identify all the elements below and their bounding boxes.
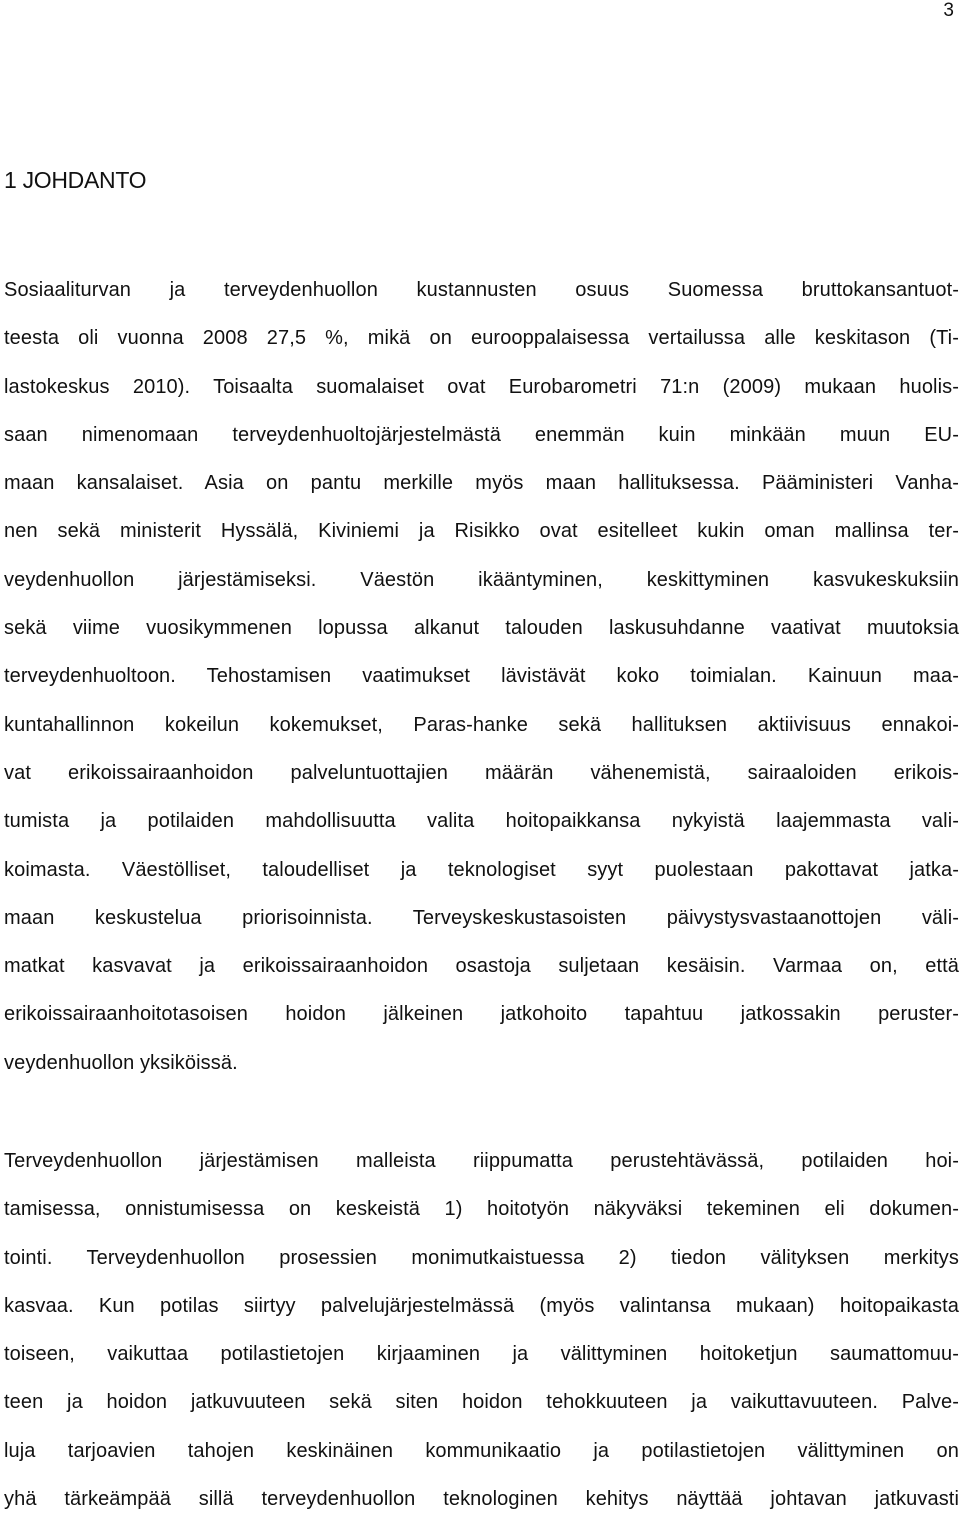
paragraph-line: teesta oli vuonna 2008 27,5 %, mikä on eurooppalaisessa vertailussa alle keskitason (Ti- [4,327,959,350]
paragraph-line: maan kansalaiset. Asia on pantu merkille myös maan hallituksessa. Pääministeri Vanha- [4,472,959,495]
paragraph-line: teen ja hoidon jatkuvuuteen sekä siten hoidon tehokkuuteen ja vaikuttavuuteen. Palve- [4,1391,959,1414]
paragraph-line: luja tarjoavien tahojen keskinäinen kommunikaatio ja potilastietojen välittyminen on [4,1439,959,1462]
paragraph-line: Sosiaaliturvan ja terveydenhuollon kustannusten osuus Suomessa bruttokansantuot- [4,279,959,301]
paragraph-line: tumista ja potilaiden mahdollisuutta valita hoitopaikkansa nykyistä laajemmasta vali- [4,810,959,833]
section-heading: 1 JOHDANTO [4,167,147,193]
paragraph-line: vat erikoissairaanhoidon palveluntuottajien määrän vähenemistä, sairaaloiden erikois- [4,761,959,784]
paragraph-line: koimasta. Väestölliset, taloudelliset ja teknologiset syyt puolestaan pakottavat jatka- [4,858,959,881]
paragraph-line: tamisessa, onnistumisessa on keskeistä 1) hoitotyön näkyväksi tekeminen eli dokumen- [4,1198,959,1221]
paragraph-line: kasvaa. Kun potilas siirtyy palvelujärjestelmässä (myös valintansa mukaan) hoitopaikasta [4,1294,959,1317]
paragraph-line: veydenhuollon yksiköissä. [4,1051,238,1074]
paragraph-line: saan nimenomaan terveydenhuoltojärjestelmästä enemmän kuin minkään muun EU- [4,423,959,446]
paragraph-line: sekä viime vuosikymmenen lopussa alkanut talouden laskusuhdanne vaativat muutoksia [4,617,959,640]
body-paragraph-2 [4,1137,959,1523]
paragraph-line: tointi. Terveydenhuollon prosessien monimutkaistuessa 2) tiedon välityksen merkitys [4,1246,959,1269]
paragraph-line: nen sekä ministerit Hyssälä, Kiviniemi ja Risikko ovat esitelleet kukin oman mallinsa ter- [4,520,959,543]
paragraph-line: yhä tärkeämpää sillä terveydenhuollon teknologinen kehitys näyttää johtavan jatkuvasti [4,1488,959,1511]
paragraph-line: veydenhuollon järjestämiseksi. Väestön ikääntyminen, keskittyminen kasvukeskuksiin [4,568,959,591]
paragraph-line: kuntahallinnon kokeilun kokemukset, Paras-hanke sekä hallituksen aktiivisuus ennakoi- [4,713,959,736]
paragraph-line: matkat kasvavat ja erikoissairaanhoidon osastoja suljetaan kesäisin. Varmaa on, että [4,955,959,978]
paragraph-line: lastokeskus 2010). Toisaalta suomalaiset ovat Eurobarometri 71:n (2009) mukaan huolis- [4,375,959,398]
paragraph-line: Terveydenhuollon järjestämisen malleista riippumatta perustehtävässä, potilaiden hoi- [4,1150,959,1172]
paragraph-line: toiseen, vaikuttaa potilastietojen kirjaaminen ja välittyminen hoitoketjun saumattomuu- [4,1343,959,1366]
body-paragraph-1 [4,266,959,1087]
paragraph-line: erikoissairaanhoitotasoisen hoidon jälkeinen jatkohoito tapahtuu jatkossakin peruster- [4,1003,959,1026]
page-number: 3 [943,0,954,21]
paragraph-line: terveydenhuoltoon. Tehostamisen vaatimukset lävistävät koko toimialan. Kainuun maa- [4,665,959,688]
paragraph-line: maan keskustelua priorisoinnista. Terveyskeskustasoisten päivystysvastaanottojen väli- [4,906,959,929]
